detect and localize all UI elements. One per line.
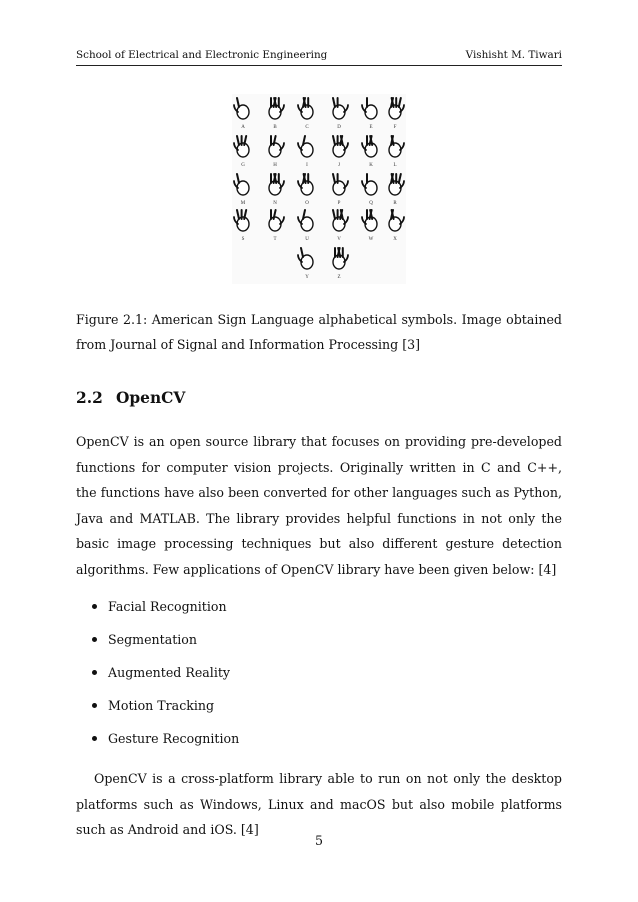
hand-sign-a [234,98,249,130]
hand-finger-icon [237,98,239,107]
sign-letter-label: T [273,237,277,242]
sign-letter-label: M [240,201,246,206]
section-number: 2.2 [76,389,103,407]
hand-sign-n [269,174,284,206]
intro-paragraph: OpenCV is an open source library that focuses on providing pre-developed functions for computer vision projects. Originally written in C and C++, the functions have also been converted for other languages such as Python, Java and MATLAB. The library provides helpful functions in not only the basic image processing techniques but also different gesture detection algorithms. Few applications of OpenCV library have been given below: [4] [76,434,562,577]
asl-alphabet-figure [232,94,406,284]
list-item [76,629,562,662]
hand-finger-icon [333,210,335,219]
sign-letter-label: O [305,201,309,206]
sign-letter-label: G [241,163,245,168]
hand-sign-g [234,136,249,168]
hand-finger-icon [301,248,303,257]
sign-letter-label: E [369,125,373,130]
page-number: 5 [314,833,323,848]
hand-finger-icon [399,98,401,107]
hand-sign-e [362,98,377,130]
sign-letter-label: R [393,201,397,206]
hand-sign-r [389,174,404,206]
hand-sign-l [389,136,404,168]
bullet-icon [92,736,97,741]
running-header [76,49,562,61]
hand-sign-k [362,136,377,168]
hand-sign-h [269,136,284,168]
list-item-text: Motion Tracking [108,698,215,713]
hand-sign-z [333,248,348,280]
sign-letter-label: P [337,201,341,206]
list-item [76,695,562,728]
hand-finger-icon [333,174,335,183]
list-item-text: Facial Recognition [108,599,227,614]
hand-sign-u [298,210,313,242]
sign-letter-label: W [368,237,374,242]
sign-letter-label: C [305,125,309,130]
applications-list [76,596,562,761]
hand-sign-w [362,210,377,242]
hand-sign-t [269,210,284,242]
sign-letter-label: K [369,163,373,168]
sign-letter-label: Z [337,275,341,280]
sign-letter-label: U [305,237,309,242]
hand-finger-icon [333,136,335,145]
hand-sign-j [333,136,348,168]
list-item [76,596,562,629]
list-item-text: Gesture Recognition [108,731,240,746]
section-title: OpenCV [116,389,186,407]
sign-letter-label: H [273,163,277,168]
header-rule [76,65,562,66]
section-heading [76,389,562,407]
header-author: Vishisht M. Tiwari [465,49,562,61]
sign-letter-label: V [337,237,341,242]
hand-finger-icon [237,174,239,183]
sign-letter-label: A [241,125,245,130]
bullet-icon [92,670,97,675]
hand-finger-icon [333,98,335,107]
sign-letter-label: F [393,125,397,130]
hand-sign-f [389,98,404,130]
hand-sign-o [298,174,313,206]
hand-sign-s [234,210,249,242]
sign-letter-label: X [393,237,397,242]
hand-sign-i [298,136,313,168]
list-item-text: Segmentation [108,632,197,647]
sign-letter-label: N [273,201,277,206]
sign-letter-label: D [337,125,341,130]
hand-finger-icon [237,136,239,145]
hand-finger-icon [399,174,401,183]
sign-letter-label: B [273,125,277,130]
asl-hand-signs-illustration [232,94,406,284]
sign-letter-label: J [338,163,340,168]
list-item-text: Augmented Reality [108,665,231,680]
closing-paragraph: OpenCV is a cross-platform library able to run on not only the desktop platforms such as Windows, Linux and macOS but also mobile platforms such as Android and iOS. [4] [76,771,562,837]
hand-finger-icon [237,210,239,219]
hand-sign-p [333,174,348,206]
list-item [76,728,562,761]
hand-sign-q [362,174,377,206]
sign-letter-label: L [393,163,397,168]
list-item [76,662,562,695]
hand-sign-c [298,98,313,130]
hand-sign-x [389,210,404,242]
bullet-icon [92,637,97,642]
hand-sign-d [333,98,348,130]
hand-sign-y [298,248,313,280]
sign-letter-label: Q [369,201,373,206]
header-institution: School of Electrical and Electronic Engineering [76,49,328,61]
hand-sign-m [234,174,249,206]
hand-sign-b [269,98,284,130]
bullet-icon [92,604,97,609]
hand-sign-v [333,210,348,242]
sign-letter-label: I [306,163,308,168]
figure-caption: Figure 2.1: American Sign Language alphabetical symbols. Image obtained from Journal of Signal and Information Processing [3] [76,312,562,352]
sign-letter-label: S [241,237,245,242]
bullet-icon [92,703,97,708]
sign-letter-label: Y [305,275,309,280]
